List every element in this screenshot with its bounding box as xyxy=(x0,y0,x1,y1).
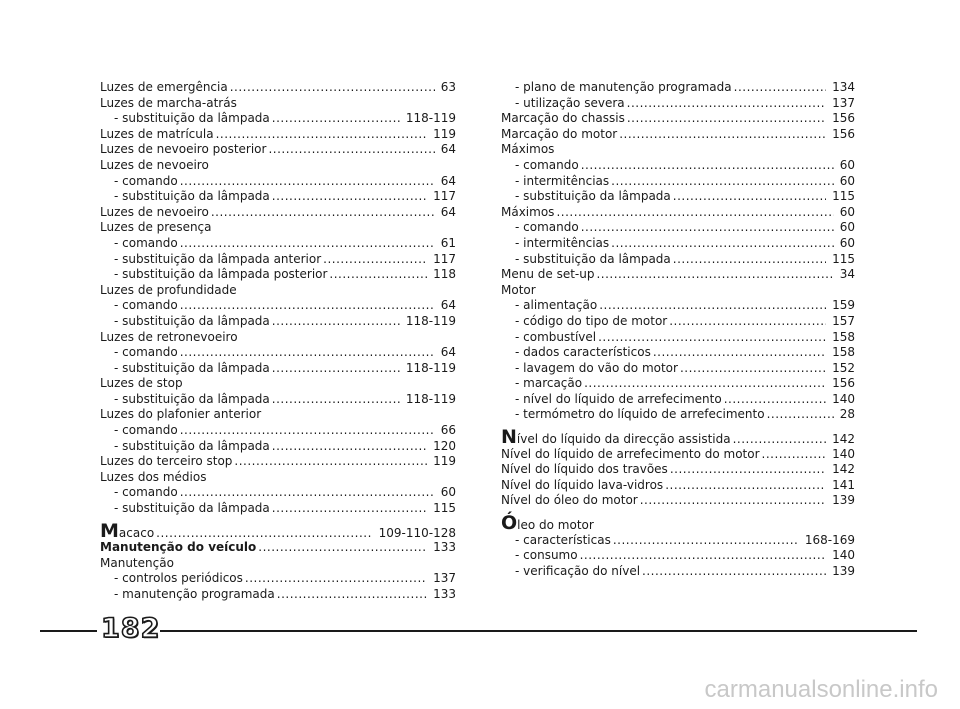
index-subentry xyxy=(100,267,456,283)
entry-page: 120 xyxy=(433,438,456,453)
index-entry xyxy=(501,205,855,221)
dot-leader xyxy=(258,540,427,556)
entry-label: Luzes do plafonier anterior xyxy=(100,407,262,422)
entry-label: Luzes dos médios xyxy=(100,469,207,484)
entry-label: - comando xyxy=(515,220,579,235)
dot-leader xyxy=(580,548,827,564)
entry-page: 115 xyxy=(832,251,855,266)
index-subentry xyxy=(501,564,855,580)
entry-label: Manutenção xyxy=(100,555,174,570)
entry-page: 142 xyxy=(832,432,855,447)
index-subentry xyxy=(100,423,456,439)
dot-leader xyxy=(272,111,400,127)
dot-leader xyxy=(272,189,427,205)
dot-leader xyxy=(598,330,826,346)
index-entry xyxy=(501,462,855,478)
entry-label: - comando xyxy=(114,345,178,360)
entry-label: - consumo xyxy=(515,548,578,563)
entry-page: 119 xyxy=(433,454,456,469)
entry-page: 60 xyxy=(839,204,855,219)
entry-page: 137 xyxy=(433,571,456,586)
dot-leader xyxy=(767,407,834,423)
dot-leader xyxy=(613,533,799,549)
entry-page: 117 xyxy=(433,189,456,204)
dot-leader xyxy=(272,392,400,408)
index-column-left xyxy=(100,80,456,603)
index-entry xyxy=(100,142,456,158)
entry-label: Manutenção do veículo xyxy=(100,540,257,555)
dot-leader xyxy=(762,447,827,463)
index-subentry xyxy=(100,236,456,252)
dot-leader xyxy=(180,236,435,252)
entry-page: 34 xyxy=(839,267,855,282)
section-label-rest: ível do líquido da direcção assistida xyxy=(516,432,731,447)
section-initial: M xyxy=(100,519,119,542)
entry-page: 140 xyxy=(832,446,855,461)
entry-label: Luzes de presença xyxy=(100,220,212,235)
index-subentry xyxy=(100,439,456,455)
entry-page: 118-119 xyxy=(405,313,456,328)
index-subentry xyxy=(501,252,855,268)
index-entry xyxy=(501,267,855,283)
entry-label: Luzes de nevoeiro xyxy=(100,204,209,219)
entry-page: 64 xyxy=(440,204,456,219)
entry-page: 28 xyxy=(839,407,855,422)
index-entry xyxy=(100,220,456,236)
entry-label: Luzes de nevoeiro xyxy=(100,157,209,172)
dot-leader xyxy=(156,526,372,542)
entry-page: 156 xyxy=(832,376,855,391)
entry-label: - dados característicos xyxy=(515,345,651,360)
dot-leader xyxy=(627,111,826,127)
dot-leader xyxy=(268,142,434,158)
index-entry xyxy=(100,407,456,423)
dot-leader xyxy=(734,80,826,96)
entry-label: - lavagem do vão do motor xyxy=(515,360,678,375)
entry-page: 64 xyxy=(440,173,456,188)
dot-leader xyxy=(272,501,427,517)
entry-label: Luzes do terceiro stop xyxy=(100,454,233,469)
entry-page: 118-119 xyxy=(405,391,456,406)
dot-leader xyxy=(581,158,834,174)
index-subentry xyxy=(501,158,855,174)
index-entry xyxy=(100,454,456,470)
index-subentry xyxy=(501,533,855,549)
index-entry xyxy=(501,426,855,449)
entry-page: 159 xyxy=(832,298,855,313)
entry-label: - substituição da lâmpada xyxy=(114,438,270,453)
entry-label: Luzes de retronevoeiro xyxy=(100,329,238,344)
index-subentry xyxy=(501,376,855,392)
entry-page: 61 xyxy=(440,235,456,250)
entry-label: Nível do óleo do motor xyxy=(501,493,638,508)
dot-leader xyxy=(234,454,427,470)
dot-leader xyxy=(611,174,834,190)
index-entry xyxy=(501,283,855,299)
index-subentry xyxy=(501,220,855,236)
entry-label: - marcação xyxy=(515,376,583,391)
entry-page: 139 xyxy=(832,563,855,578)
dot-leader xyxy=(599,298,826,314)
index-entry xyxy=(100,80,456,96)
dot-leader xyxy=(733,432,827,448)
entry-label: - substituição da lâmpada xyxy=(114,501,270,516)
dot-leader xyxy=(180,174,435,190)
section-label-rest: acaco xyxy=(118,525,155,540)
index-subentry xyxy=(501,330,855,346)
entry-page: 157 xyxy=(832,313,855,328)
dot-leader xyxy=(272,361,400,377)
entry-page: 66 xyxy=(440,423,456,438)
entry-page: 168-169 xyxy=(804,532,855,547)
entry-label: Luzes de stop xyxy=(100,376,183,391)
entry-page: 133 xyxy=(433,587,456,601)
entry-label: - plano de manutenção programada xyxy=(515,80,732,94)
index-subentry xyxy=(100,587,456,603)
index-entry xyxy=(501,478,855,494)
entry-label: Máximos xyxy=(501,204,555,219)
entry-page: 137 xyxy=(832,95,855,110)
index-subentry xyxy=(501,96,855,112)
footer-rule-right xyxy=(160,630,917,632)
entry-page: 142 xyxy=(832,462,855,477)
entry-label: Nível do líquido lava-vidros xyxy=(501,477,664,492)
entry-label xyxy=(100,519,155,542)
dot-leader xyxy=(245,571,427,587)
index-subentry xyxy=(100,111,456,127)
entry-label: - substituição da lâmpada anterior xyxy=(114,251,322,266)
entry-label: Luzes de emergência xyxy=(100,80,228,94)
entry-label: - substituição da lâmpada posterior xyxy=(114,267,328,282)
dot-leader xyxy=(627,96,826,112)
entry-page: 118-119 xyxy=(405,360,456,375)
entry-label: Nível do líquido dos travões xyxy=(501,462,668,477)
dot-leader xyxy=(669,314,826,330)
index-subentry xyxy=(100,252,456,268)
dot-leader xyxy=(724,392,826,408)
entry-label: - substituição da lâmpada xyxy=(114,360,270,375)
entry-label: Luzes de nevoeiro posterior xyxy=(100,142,267,157)
entry-label: Motor xyxy=(501,282,536,297)
entry-label: - nível do líquido de arrefecimento xyxy=(515,391,722,406)
index-subentry xyxy=(100,298,456,314)
dot-leader xyxy=(329,267,427,283)
entry-page: 118 xyxy=(433,267,456,282)
index-entry xyxy=(100,330,456,346)
entry-label: - manutenção programada xyxy=(114,587,275,601)
dot-leader xyxy=(180,345,435,361)
index-subentry xyxy=(100,345,456,361)
entry-label: - termómetro do líquido de arrefecimento xyxy=(515,407,765,422)
entry-page: 60 xyxy=(440,485,456,500)
entry-page: 156 xyxy=(832,111,855,126)
entry-page: 64 xyxy=(440,298,456,313)
dot-leader xyxy=(673,252,826,268)
dot-leader xyxy=(556,205,833,221)
entry-label: - comando xyxy=(114,298,178,313)
entry-label: - controlos periódicos xyxy=(114,571,243,586)
index-entry xyxy=(100,96,456,112)
entry-label: - combustível xyxy=(515,329,597,344)
entry-label: Máximos xyxy=(501,142,555,157)
section-initial: Ó xyxy=(501,512,518,535)
entry-label: - intermitências xyxy=(515,235,610,250)
entry-label: Nível do líquido de arrefecimento do motor xyxy=(501,446,760,461)
entry-page: 117 xyxy=(433,251,456,266)
dot-leader xyxy=(230,80,435,96)
entry-label: Luzes de matrícula xyxy=(100,126,214,141)
entry-label: - substituição da lâmpada xyxy=(114,189,270,204)
index-entry xyxy=(501,142,855,158)
section-label-rest: leo do motor xyxy=(517,518,594,533)
entry-page: 60 xyxy=(839,220,855,235)
entry-label: Menu de set-up xyxy=(501,267,595,282)
index-subentry xyxy=(501,407,855,423)
index-entry xyxy=(501,512,855,535)
entry-label: Luzes de marcha-atrás xyxy=(100,95,237,110)
dot-leader xyxy=(584,376,826,392)
index-subentry xyxy=(501,361,855,377)
entry-label: - comando xyxy=(114,485,178,500)
entry-page: 119 xyxy=(433,126,456,141)
index-subentry xyxy=(501,345,855,361)
entry-page: 140 xyxy=(832,548,855,563)
index-subentry xyxy=(501,80,855,96)
section-gap xyxy=(501,509,855,517)
entry-page: 152 xyxy=(832,360,855,375)
entry-page: 156 xyxy=(832,126,855,141)
index-subentry xyxy=(501,298,855,314)
entry-label: - comando xyxy=(515,157,579,172)
dot-leader xyxy=(642,564,826,580)
entry-label: - substituição da lâmpada xyxy=(114,111,270,126)
index-subentry xyxy=(100,314,456,330)
dot-leader xyxy=(277,587,427,603)
index-subentry xyxy=(501,548,855,564)
entry-page: 140 xyxy=(832,391,855,406)
dot-leader xyxy=(640,493,826,509)
entry-label: Marcação do motor xyxy=(501,126,618,141)
entry-page: 60 xyxy=(839,157,855,172)
entry-page: 115 xyxy=(832,189,855,204)
entry-page: 134 xyxy=(832,80,855,94)
entry-page: 64 xyxy=(440,345,456,360)
entry-label: - substituição da lâmpada xyxy=(114,391,270,406)
entry-label: Luzes de profundidade xyxy=(100,282,237,297)
entry-page: 64 xyxy=(440,142,456,157)
index-subentry xyxy=(501,314,855,330)
dot-leader xyxy=(211,205,435,221)
footer-rule-left xyxy=(40,630,97,632)
dot-leader xyxy=(596,267,833,283)
entry-label: - verificação do nível xyxy=(515,563,641,578)
section-gap xyxy=(501,423,855,431)
page-number: 182 xyxy=(101,613,161,644)
index-subentry xyxy=(100,571,456,587)
entry-label: - utilização severa xyxy=(515,95,625,110)
index-entry xyxy=(100,470,456,486)
dot-leader xyxy=(619,127,826,143)
index-subentry xyxy=(501,392,855,408)
entry-label xyxy=(501,426,731,449)
entry-page: 60 xyxy=(839,173,855,188)
index-subentry xyxy=(100,392,456,408)
dot-leader xyxy=(216,127,428,143)
index-entry xyxy=(501,447,855,463)
entry-label: - características xyxy=(515,532,611,547)
entry-label: - comando xyxy=(114,423,178,438)
entry-label: Marcação do chassis xyxy=(501,111,625,126)
index-subentry xyxy=(100,361,456,377)
dot-leader xyxy=(323,252,427,268)
entry-label: - comando xyxy=(114,173,178,188)
entry-label xyxy=(501,512,594,535)
index-entry xyxy=(100,205,456,221)
index-entry xyxy=(100,540,456,556)
entry-page: 139 xyxy=(832,493,855,508)
watermark: carmanualsonline.info xyxy=(704,676,938,703)
entry-page: 158 xyxy=(832,329,855,344)
entry-label: - código do tipo de motor xyxy=(515,313,668,328)
entry-label: - substituição da lâmpada xyxy=(515,251,671,266)
entry-page: 63 xyxy=(440,80,456,94)
entry-page: 109-110-128 xyxy=(378,525,456,540)
entry-page: 60 xyxy=(839,235,855,250)
entry-label: - comando xyxy=(114,235,178,250)
index-entry xyxy=(100,283,456,299)
dot-leader xyxy=(673,189,826,205)
index-entry xyxy=(100,376,456,392)
entry-page: 158 xyxy=(832,345,855,360)
section-initial: N xyxy=(501,426,517,449)
index-subentry xyxy=(501,236,855,252)
entry-label: - substituição da lâmpada xyxy=(515,189,671,204)
index-subentry xyxy=(100,174,456,190)
index-entry xyxy=(100,158,456,174)
entry-page: 115 xyxy=(433,501,456,516)
index-subentry xyxy=(100,485,456,501)
index-entry xyxy=(501,111,855,127)
dot-leader xyxy=(180,298,435,314)
dot-leader xyxy=(670,462,826,478)
index-subentry xyxy=(100,189,456,205)
index-entry xyxy=(100,127,456,143)
index-entry xyxy=(501,493,855,509)
dot-leader xyxy=(272,439,427,455)
entry-page: 141 xyxy=(832,477,855,492)
index-subentry xyxy=(100,501,456,517)
dot-leader xyxy=(680,361,826,377)
index-subentry xyxy=(501,174,855,190)
dot-leader xyxy=(180,423,435,439)
entry-label: - intermitências xyxy=(515,173,610,188)
index-entry xyxy=(100,556,456,572)
entry-page: 133 xyxy=(433,540,456,555)
dot-leader xyxy=(611,236,834,252)
dot-leader xyxy=(180,485,435,501)
entry-label: - alimentação xyxy=(515,298,598,313)
entry-page: 118-119 xyxy=(405,111,456,126)
dot-leader xyxy=(581,220,834,236)
index-entry xyxy=(100,519,456,542)
entry-label: - substituição da lâmpada xyxy=(114,313,270,328)
index-column-right xyxy=(501,80,855,579)
dot-leader xyxy=(272,314,400,330)
section-gap xyxy=(100,517,456,525)
index-subentry xyxy=(501,189,855,205)
index-entry xyxy=(501,127,855,143)
dot-leader xyxy=(665,478,826,494)
dot-leader xyxy=(653,345,826,361)
